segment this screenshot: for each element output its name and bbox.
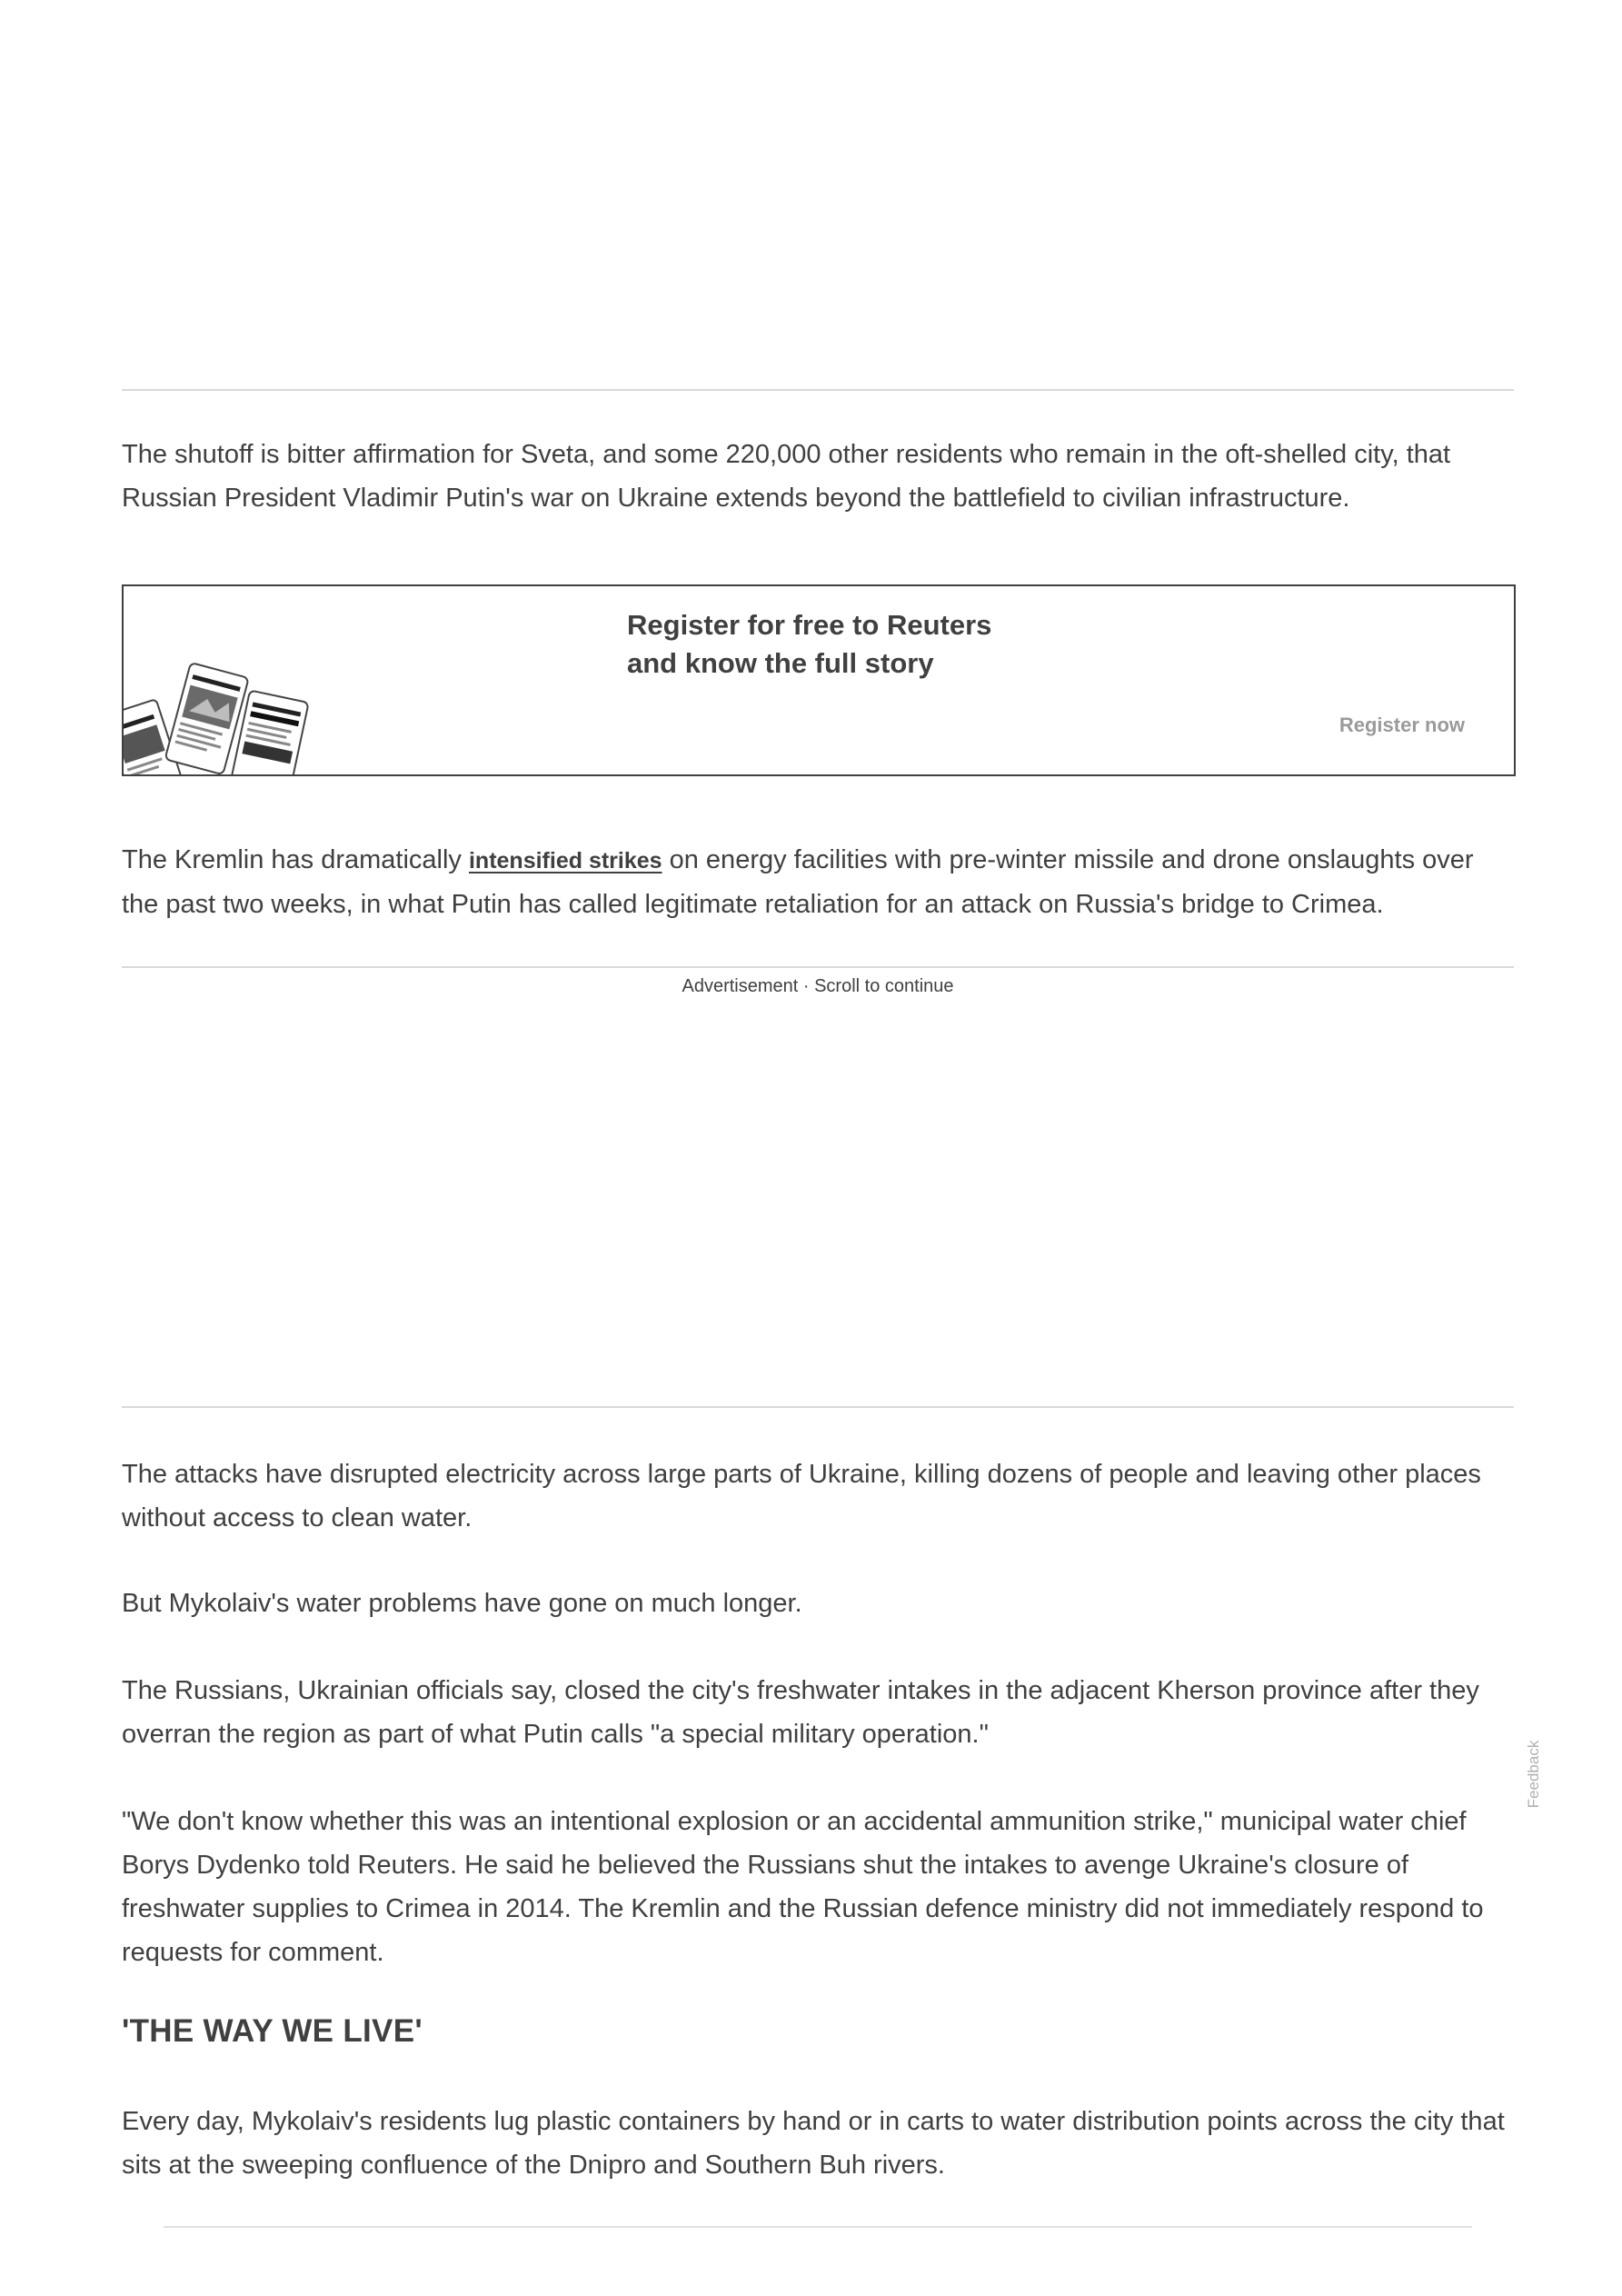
advertisement-bottom-divider bbox=[122, 1406, 1514, 1408]
paragraph-kremlin-text-end: on energy facilities with pre-winter missile and drone onslaughts over the past two weeks, in what Putin has called legitimate retaliation for an attack on Russia's bridge to Crimea. bbox=[122, 845, 1474, 919]
promo-title bbox=[627, 606, 1081, 683]
intensified-strikes-link[interactable]: intensified strikes bbox=[468, 848, 662, 873]
paragraph-kremlin bbox=[122, 838, 1514, 926]
bottom-divider bbox=[164, 2226, 1472, 2228]
promo-title-line-2: and know the full story bbox=[627, 647, 934, 679]
register-promo-banner bbox=[122, 584, 1516, 776]
promo-title-line-1: Register for free to Reuters bbox=[627, 609, 992, 641]
feedback-label: Feedback bbox=[1525, 1740, 1542, 1809]
register-now-button[interactable]: Register now bbox=[1338, 714, 1465, 736]
feedback-tab[interactable] bbox=[1516, 1738, 1552, 1811]
paragraph-kremlin-text-start: The Kremlin has dramatically bbox=[122, 845, 469, 874]
paragraph-residents: Every day, Mykolaiv's residents lug plastic containers by hand or in carts to water distribution points across the city that sits at the sweeping confluence of the Dnipro and Southern Buh rivers. bbox=[122, 2107, 1505, 2180]
advertisement-top-divider bbox=[122, 966, 1514, 968]
phone-screenshots-illustration bbox=[124, 659, 314, 774]
advertisement-label: Advertisement · Scroll to continue bbox=[682, 976, 954, 996]
paragraph-dydenko-quote: "We don't know whether this was an intentional explosion or an accidental ammunition strike," municipal water chief Borys Dydenko told Reuters. He said he believed the Russians shut the intakes to avenge Ukraine's closure of freshwater supplies to Crimea in 2014. The Kremlin and the Russian defence ministry did not immediately respond to requests for comment. bbox=[122, 1807, 1484, 1967]
paragraph-attacks: The attacks have disrupted electricity across large parts of Ukraine, killing dozens of people and leaving other places without access to clean water. bbox=[122, 1460, 1481, 1532]
paragraph-water-problems: But Mykolaiv's water problems have gone on much longer. bbox=[122, 1589, 802, 1618]
top-divider bbox=[122, 389, 1514, 391]
paragraph-intakes: The Russians, Ukrainian officials say, closed the city's freshwater intakes in the adjacent Kherson province after they overran the region as part of what Putin calls "a special military operation." bbox=[122, 1676, 1479, 1749]
advertisement-slot bbox=[122, 1009, 1514, 1400]
section-heading: 'THE WAY WE LIVE' bbox=[122, 2013, 423, 2049]
paragraph-shutoff: The shutoff is bitter affirmation for Sveta, and some 220,000 other residents who remain in the oft-shelled city, that Russian President Vladimir Putin's war on Ukraine extends beyond the battlefield to civilian infrastructure. bbox=[122, 440, 1451, 513]
